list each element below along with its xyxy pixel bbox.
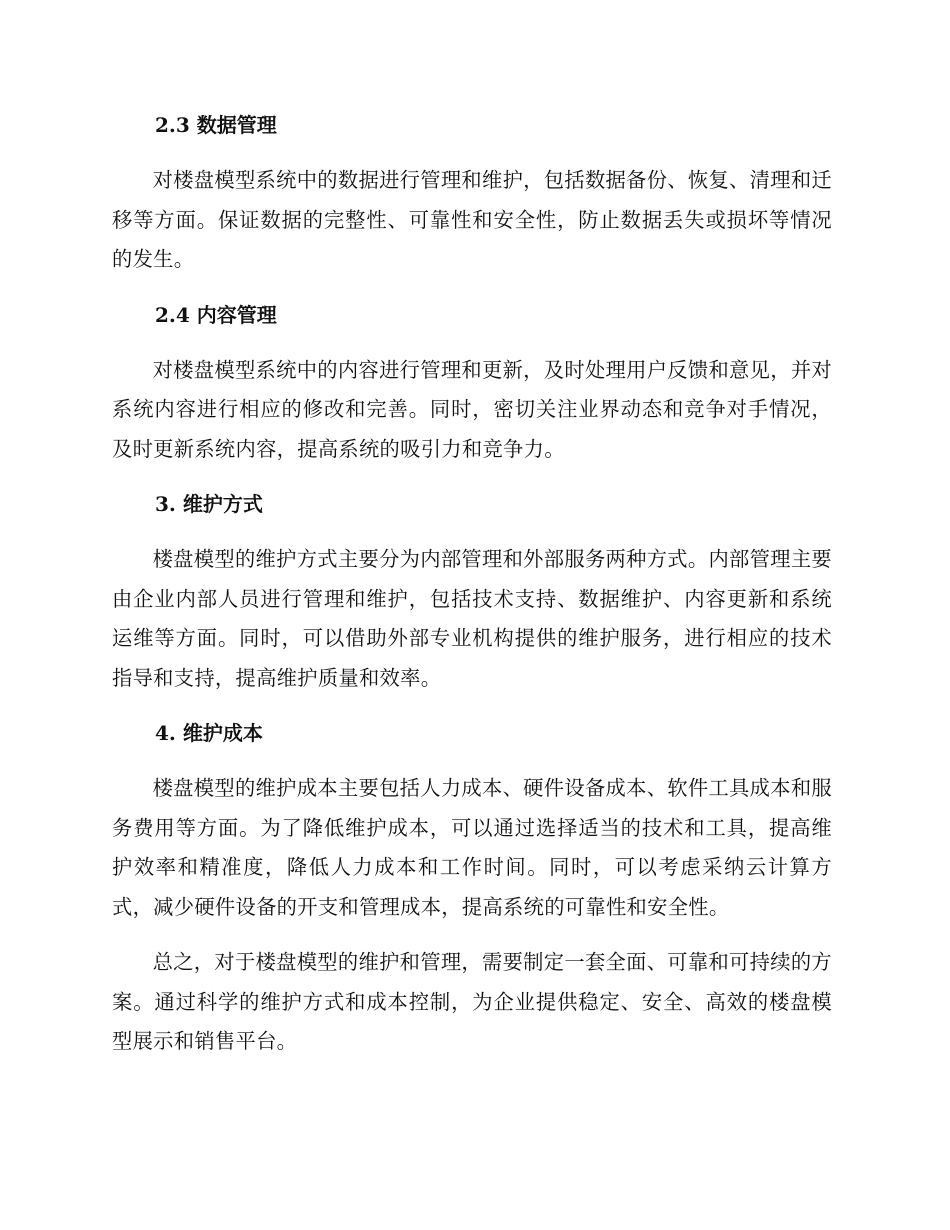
section-paragraph-maintenance-method: 楼盘模型的维护方式主要分为内部管理和外部服务两种方式。内部管理主要由企业内部人员进行管理和维护，包括技术支持、数据维护、内容更新和系统运维等方面。同时，可以借助外部专业机构提供的维护服务，进行相应的技术指导和支持，提高维护质量和效率。 (112, 547, 832, 690)
section-heading-data-management: 2.3 数据管理 (155, 113, 277, 137)
section-heading-maintenance-cost: 4. 维护成本 (155, 721, 263, 745)
section-heading-content-management: 2.4 内容管理 (155, 302, 277, 327)
conclusion-paragraph: 总之，对于楼盘模型的维护和管理，需要制定一套全面、可靠和可持续的方案。通过科学的维护方式和成本控制，为企业提供稳定、安全、高效的楼盘模型展示和销售平台。 (112, 950, 832, 1053)
section-paragraph-maintenance-cost: 楼盘模型的维护成本主要包括人力成本、硬件设备成本、软件工具成本和服务费用等方面。为了降低维护成本，可以通过选择适当的技术和工具，提高维护效率和精准度，降低人力成本和工作时间。同时，可以考虑采纳云计算方式，减少硬件设备的开支和管理成本，提高系统的可靠性和安全性。 (112, 776, 832, 919)
section-heading-maintenance-method: 3. 维护方式 (155, 492, 263, 516)
section-paragraph-data-management: 对楼盘模型系统中的数据进行管理和维护，包括数据备份、恢复、清理和迁移等方面。保证数据的完整性、可靠性和安全性，防止数据丢失或损坏等情况的发生。 (112, 168, 832, 271)
document-body (112, 106, 832, 1062)
section-paragraph-content-management: 对楼盘模型系统中的内容进行管理和更新，及时处理用户反馈和意见，并对系统内容进行相应的修改和完善。同时，密切关注业界动态和竞争对手情况，及时更新系统内容，提高系统的吸引力和竞争力。 (112, 357, 832, 461)
